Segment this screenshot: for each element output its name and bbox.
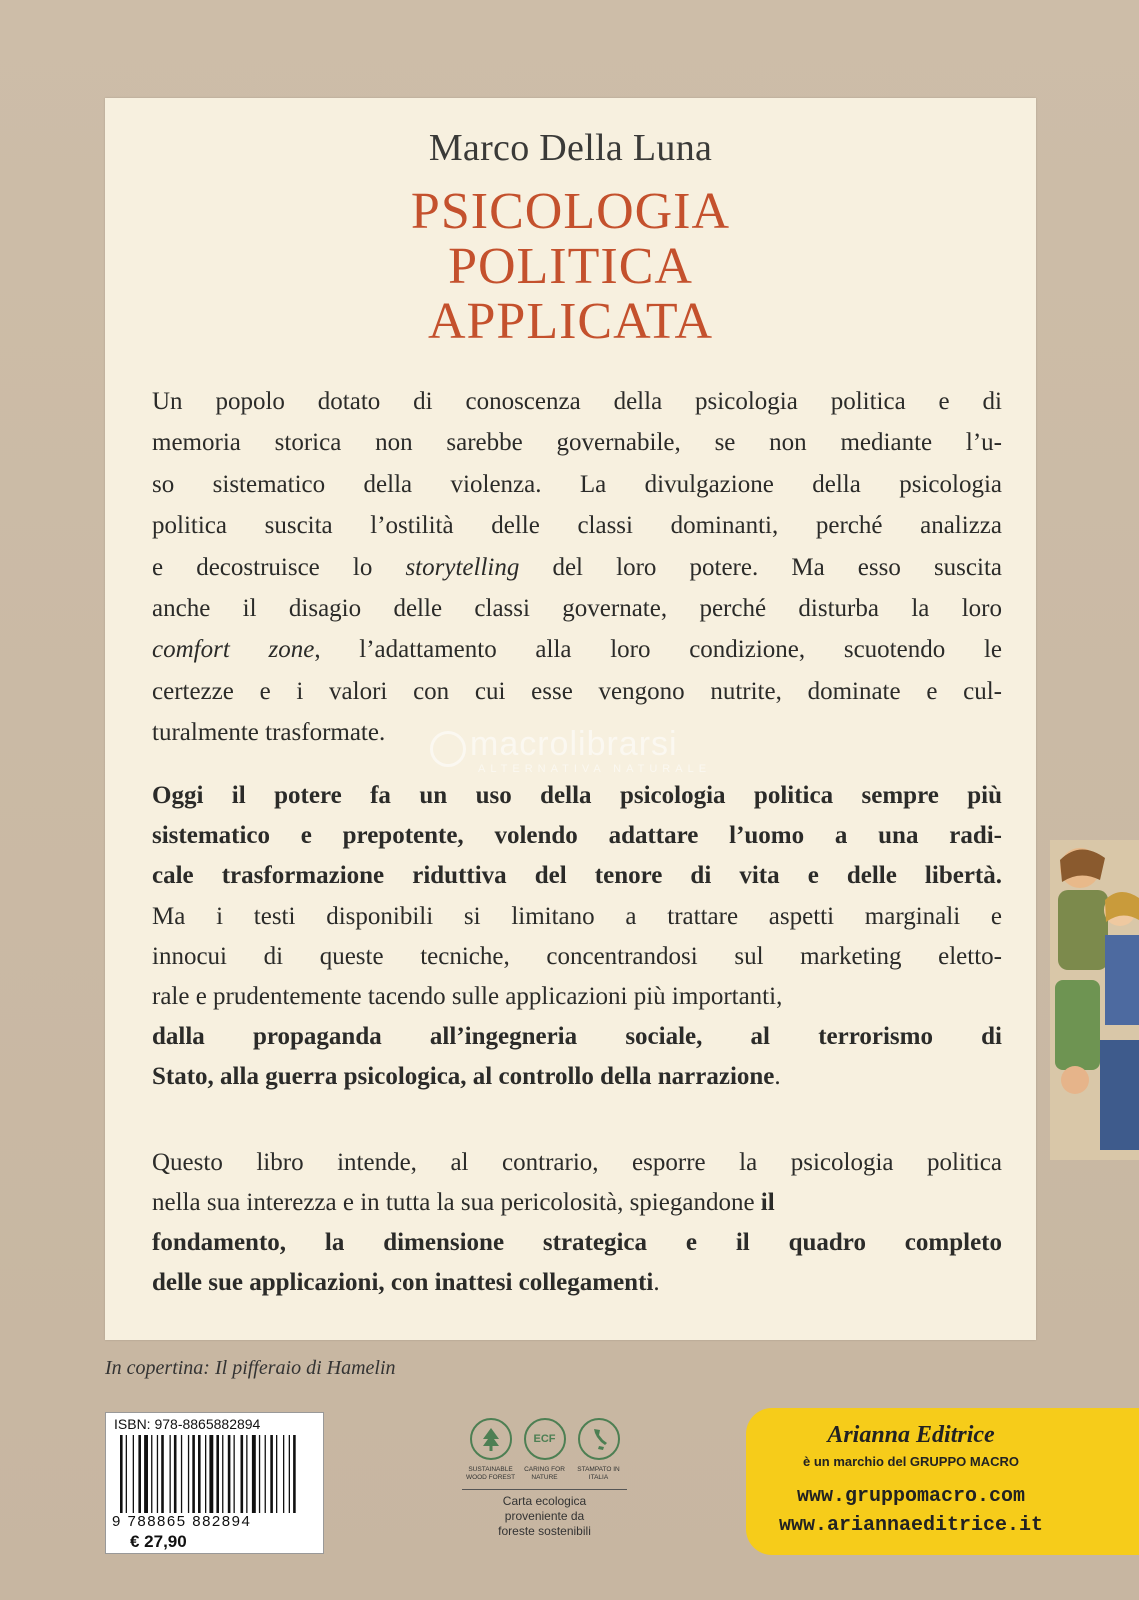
paragraph-3 <box>152 1143 1002 1303</box>
title-line: PSICOLOGIA <box>410 183 731 240</box>
barcode-bar <box>192 1435 195 1513</box>
punct: . <box>774 1063 781 1091</box>
paragraph-1 <box>152 381 1002 754</box>
text-line: Un popolo dotato di conoscenza della psicologia politica e di <box>152 388 1002 415</box>
barcode-bar <box>228 1435 231 1513</box>
italy-map-icon <box>578 1418 620 1460</box>
barcode-bar <box>205 1435 206 1513</box>
barcode-bar <box>174 1435 177 1513</box>
italic-term: comfort zone <box>152 636 315 664</box>
title-line: POLITICA <box>448 238 693 295</box>
barcode-bar <box>293 1435 296 1513</box>
isbn-box <box>105 1412 324 1554</box>
italic-term: storytelling <box>405 553 520 581</box>
barcode-bar <box>241 1435 244 1513</box>
eco-label: STAMPATO IN ITALIA <box>577 1466 620 1481</box>
watermark-sub: ALTERNATIVA NATURALE <box>478 763 712 775</box>
publisher-url[interactable]: www.gruppomacro.com <box>796 1485 1026 1508</box>
barcode-bar <box>276 1435 277 1513</box>
text-line: politica suscita l’ostilità delle classi dominanti, perché analizza <box>152 512 1002 540</box>
text-span: e decostruisce lo <box>152 553 406 581</box>
eco-text <box>462 1494 627 1539</box>
bold-line: cale trasformazione riduttiva del tenore di vita e delle libertà. <box>152 862 1002 890</box>
text-line: Questo libro intende, al contrario, esporre la psicologia politica <box>152 1149 1002 1176</box>
barcode-bar <box>144 1435 148 1513</box>
barcode-bar <box>265 1435 266 1513</box>
barcode-bar <box>161 1435 164 1513</box>
cover-illustration-fragment <box>1050 840 1139 1160</box>
barcode-bar <box>151 1435 152 1513</box>
divider <box>462 1489 627 1490</box>
publisher-subtitle: è un marchio del GRUPPO MACRO <box>803 1454 1019 1469</box>
watermark-name: macrolibrarsi <box>470 725 678 763</box>
isbn-label: ISBN: 978-8865882894 <box>114 1416 261 1432</box>
barcode-bar <box>181 1435 182 1513</box>
text-span: , l’adattamento alla loro condizione, scuotendo le <box>314 636 1002 664</box>
barcode-bar <box>120 1435 123 1513</box>
paragraph-2 <box>152 776 1002 1098</box>
text-line: rale e prudentemente tacendo sulle applicazioni più importanti, <box>152 983 783 1011</box>
bold-line: sistematico e prepotente, volendo adattare l’uomo a una radi- <box>152 822 1002 850</box>
text-line: Ma i testi disponibili si limitano a trattare aspetti marginali e <box>152 902 1002 930</box>
bold-span: il <box>760 1189 775 1216</box>
barcode-bar <box>126 1435 127 1513</box>
barcode-bar <box>133 1435 134 1513</box>
bold-span: delle sue applicazioni, con inattesi collegamenti <box>152 1269 654 1296</box>
publisher-box <box>746 1408 1139 1555</box>
barcode-bar <box>209 1435 213 1513</box>
bold-line: dalla propaganda all’ingegneria sociale, al terrorismo di <box>152 1023 1002 1051</box>
text-line <box>152 1063 781 1090</box>
text-line <box>152 1269 660 1296</box>
price: € 27,90 <box>130 1532 187 1551</box>
eco-certifications <box>462 1418 627 1539</box>
book-title <box>105 184 1036 349</box>
barcode-bar <box>246 1435 247 1513</box>
barcode-bar <box>289 1435 290 1513</box>
bold-line: fondamento, la dimensione strategica e il quadro completo <box>152 1229 1002 1256</box>
barcode-bar <box>188 1435 189 1513</box>
text-line: turalmente trasformate. <box>152 719 386 747</box>
barcode-icon <box>118 1435 314 1513</box>
tree-icon <box>470 1418 512 1460</box>
eco-text-line: Carta ecologica <box>502 1494 587 1508</box>
text-line: memoria storica non sarebbe governabile, se non mediante l’u- <box>152 429 1002 457</box>
eco-text-line: foreste sostenibili <box>498 1524 591 1538</box>
eco-label: SUSTAINABLE WOOD FOREST <box>465 1466 516 1481</box>
text-line <box>152 1189 775 1216</box>
text-line: certezze e i valori con cui esse vengono nutrite, dominate e cul- <box>152 677 1002 705</box>
author-name: Marco Della Luna <box>428 127 713 169</box>
barcode-bar <box>138 1435 141 1513</box>
bold-line: Oggi il potere fa un uso della psicologia politica sempre più <box>152 782 1002 809</box>
text-span: del loro potere. Ma esso suscita <box>519 553 1002 581</box>
barcode-bar <box>198 1435 201 1513</box>
barcode-bar <box>259 1435 260 1513</box>
title-line: APPLICATA <box>427 293 714 350</box>
publisher-url[interactable]: www.ariannaeditrice.it <box>778 1514 1044 1537</box>
barcode-bar <box>170 1435 171 1513</box>
text-line: innocui di queste tecniche, concentrandosi sul marketing eletto- <box>152 942 1002 970</box>
barcode-bar <box>157 1435 158 1513</box>
text-line <box>152 636 1002 663</box>
barcode-bar <box>283 1435 284 1513</box>
barcode-bar <box>216 1435 219 1513</box>
eco-label: CARING FOR NATURE <box>524 1466 565 1481</box>
ecf-icon: ECF <box>524 1418 566 1460</box>
eco-text-line: proveniente da <box>504 1509 585 1523</box>
text-line: anche il disagio delle classi governate, perché disturba la loro <box>152 595 1002 623</box>
text-span: nella sua interezza e in tutta la sua pericolosità, spiegandone <box>152 1189 761 1216</box>
cover-caption: In copertina: Il pifferaio di Hamelin <box>105 1357 396 1379</box>
barcode-bar <box>234 1435 235 1513</box>
text-line <box>152 554 1002 581</box>
barcode-bar <box>222 1435 223 1513</box>
text-line: so sistematico della violenza. La divulgazione della psicologia <box>152 470 1002 498</box>
text-panel <box>105 98 1036 1340</box>
punct: . <box>653 1269 660 1296</box>
barcode-bar <box>270 1435 273 1513</box>
bold-span: Stato, alla guerra psicologica, al controllo della narrazione <box>152 1063 775 1091</box>
publisher-name: Arianna Editrice <box>827 1422 995 1448</box>
barcode-digits: 9 788865 882894 <box>112 1513 252 1530</box>
barcode-bar <box>252 1435 256 1513</box>
